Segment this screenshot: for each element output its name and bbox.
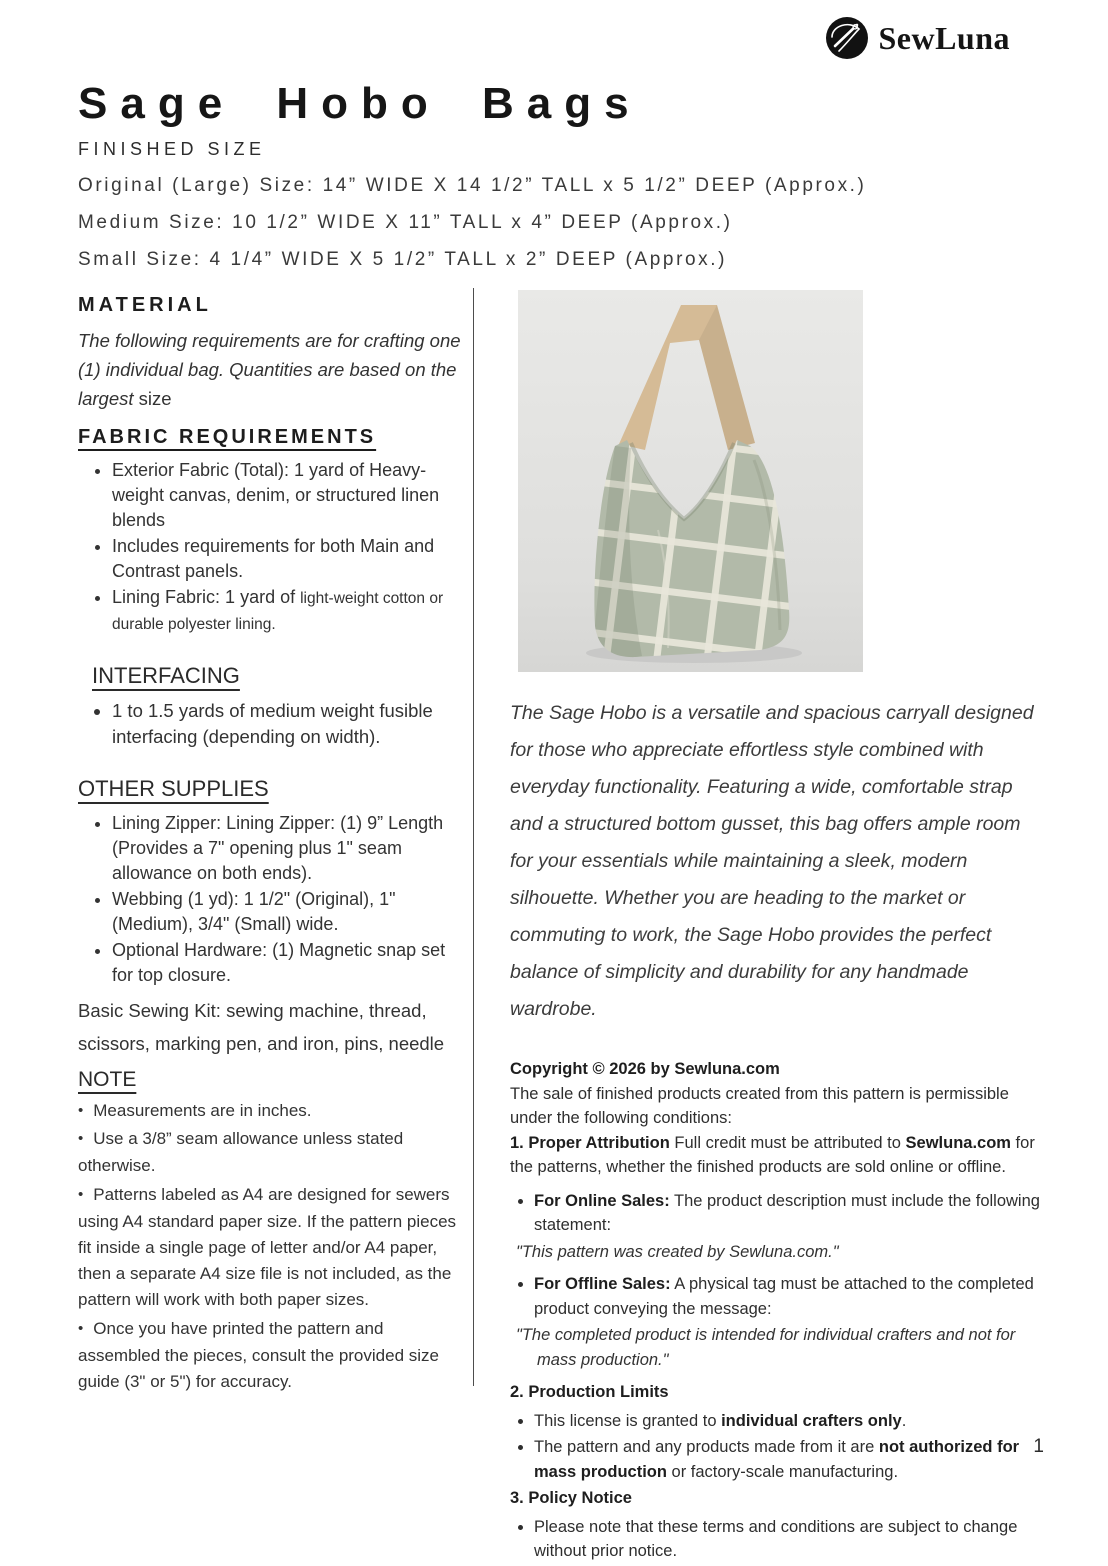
list-item — [534, 1515, 1046, 1564]
fabric-requirements-list — [78, 458, 464, 637]
list-item — [112, 698, 464, 750]
list-item — [112, 938, 464, 988]
materials-column — [78, 290, 464, 1395]
sage-plaid-hobo-bag-photo — [518, 290, 863, 672]
policy-notice-heading: 3. Policy Notice — [510, 1489, 632, 1507]
mass-production-text: The pattern and any products made from it are — [534, 1438, 879, 1456]
online-sales-label: For Online Sales: — [534, 1191, 670, 1210]
size-line-medium: Medium Size: 10 1/2” WIDE X 11” TALL x 4” DEEP (Approx.) — [78, 212, 733, 233]
interfacing-heading: INTERFACING — [92, 663, 240, 688]
offline-sales-label: For Offline Sales: — [534, 1275, 671, 1293]
license-text2: . — [901, 1411, 907, 1430]
list-item — [534, 1409, 1046, 1434]
attribution-text: Full credit must be attributed to — [669, 1133, 906, 1152]
sales-conditions-list — [510, 1189, 1046, 1238]
note-item-text: Measurements are in inches. — [93, 1101, 312, 1120]
list-item-text: Optional Hardware: (1) Magnetic snap set for top closure. — [112, 940, 446, 985]
production-limits-heading: 2. Production Limits — [510, 1383, 669, 1401]
product-description: The Sage Hobo is a versatile and spacious carryall designed for those who appreciate effortless style combined with everyday functionality. Featuring a wide, comfortable strap and a structured bottom gusset, this bag offers ample room for your essentials while maintaining a sleek, modern silhouette. Whether you are heading to the market or commuting to work, the Sage Hobo provides the perfect balance of simplicity and durability for any handmade wardrobe. — [510, 702, 1034, 1020]
copyright-attribution — [510, 1131, 1046, 1180]
list-item-text: Exterior Fabric (Total): 1 yard of Heavy-weight canvas, denim, or structured linen blends — [112, 460, 440, 530]
other-supplies-list — [78, 811, 464, 988]
brand-name: SewLuna — [878, 19, 1010, 56]
title-block — [78, 76, 1038, 278]
finished-size-heading: FINISHED SIZE — [78, 139, 266, 159]
note-list — [78, 1098, 464, 1395]
fabric-requirements-heading: FABRIC REQUIREMENTS — [78, 426, 377, 448]
description-column — [510, 290, 1046, 1566]
list-item-text: Webbing (1 yd): 1 1/2" (Original), 1" (Medium), 3/4" (Small) wide. — [112, 889, 396, 934]
attribution-label: 1. Proper Attribution — [510, 1133, 670, 1152]
policy-notice-list — [510, 1515, 1046, 1564]
list-item-text-small: light-weight cotton or durable polyester lining. — [112, 590, 444, 633]
material-intro-upright: size — [133, 388, 172, 409]
list-item — [112, 811, 464, 886]
material-heading: MATERIAL — [78, 294, 212, 316]
product-photo — [518, 290, 863, 672]
page-number: 1 — [1033, 1436, 1044, 1457]
list-item-text: 1 to 1.5 yards of medium weight fusible interfacing (depending on width). — [112, 700, 433, 747]
note-item-text: Patterns labeled as A4 are designed for sewers using A4 standard paper size. If the pattern pieces fit inside a single page of letter and/or A4 paper, then a separate A4 size file is not included, as the pattern will work with both paper sizes. — [78, 1185, 457, 1309]
list-item-text: Lining Zipper: Lining Zipper: (1) 9” Length (Provides a 7" opening plus 1" seam allowance on both ends). — [112, 813, 444, 883]
mass-production-bold: not authorized for mass production — [534, 1438, 1020, 1481]
note-item-text: Once you have printed the pattern and assembled the pieces, consult the provided size guide (3" or 5") for accuracy. — [78, 1319, 439, 1391]
list-item — [112, 887, 464, 937]
note-item — [78, 1316, 464, 1395]
needle-thread-icon — [825, 16, 869, 60]
list-item — [534, 1272, 1046, 1321]
interfacing-list — [78, 698, 464, 750]
basic-sewing-kit: Basic Sewing Kit: sewing machine, thread, scissors, marking pen, and iron, pins, needle — [78, 1000, 445, 1054]
copyright-section — [510, 1057, 1046, 1564]
other-supplies-heading: OTHER SUPPLIES — [78, 776, 269, 801]
note-heading: NOTE — [78, 1068, 137, 1091]
material-intro-italic: The following requirements are for crafting one (1) individual bag. Quantities are based on the largest — [78, 330, 461, 409]
attribution-text2: for the patterns, whether the finished products are sold online or offline. — [510, 1133, 1035, 1176]
note-item — [78, 1182, 464, 1313]
brand-bold: Sewluna.com — [905, 1133, 1011, 1152]
size-line-original: Original (Large) Size: 14” WIDE X 14 1/2” TALL x 5 1/2” DEEP (Approx.) — [78, 175, 867, 196]
mass-production-text2: or factory-scale manufacturing. — [666, 1462, 899, 1481]
license-bold: individual crafters only — [721, 1411, 902, 1430]
list-item — [534, 1435, 1046, 1484]
list-item-text: Lining Fabric: 1 yard of — [112, 587, 301, 607]
list-item — [534, 1189, 1046, 1238]
list-item-text: Includes requirements for both Main and Contrast panels. — [112, 536, 435, 581]
material-intro — [78, 326, 464, 413]
offline-sales-quote: "The completed product is intended for individual crafters and not for mass production." — [516, 1326, 1016, 1369]
online-sales-quote: "This pattern was created by Sewluna.com." — [516, 1242, 839, 1261]
note-item — [78, 1126, 464, 1179]
bullet-icon: • — [78, 1320, 84, 1337]
production-limits-list — [510, 1409, 1046, 1485]
policy-text: Please note that these terms and conditions are subject to change without prior notice. — [534, 1517, 1018, 1560]
list-item — [112, 458, 464, 533]
offline-sales-text: A physical tag must be attached to the completed product conveying the message: — [534, 1275, 1034, 1318]
list-item — [112, 585, 464, 637]
list-item — [112, 534, 464, 584]
page-title: Sage Hobo Bags — [78, 79, 642, 128]
column-divider — [473, 288, 474, 1386]
license-text: This license is granted to — [534, 1411, 722, 1430]
note-item — [78, 1098, 464, 1125]
copyright-heading: Copyright © 2026 by Sewluna.com — [510, 1060, 780, 1078]
size-line-small: Small Size: 4 1/4” WIDE X 5 1/2” TALL x 2” DEEP (Approx.) — [78, 249, 728, 270]
online-sales-text: The product description must include the following statement: — [534, 1191, 1040, 1234]
sales-conditions-list — [510, 1272, 1046, 1321]
note-item-text: Use a 3/8” seam allowance unless stated otherwise. — [78, 1129, 404, 1175]
bullet-icon: • — [78, 1102, 84, 1119]
brand-logo — [825, 16, 1010, 60]
finished-size-lines — [78, 167, 1038, 278]
bullet-icon: • — [78, 1130, 84, 1147]
copyright-intro: The sale of finished products created from this pattern is permissible under the following conditions: — [510, 1084, 1009, 1127]
bullet-icon: • — [78, 1186, 84, 1203]
